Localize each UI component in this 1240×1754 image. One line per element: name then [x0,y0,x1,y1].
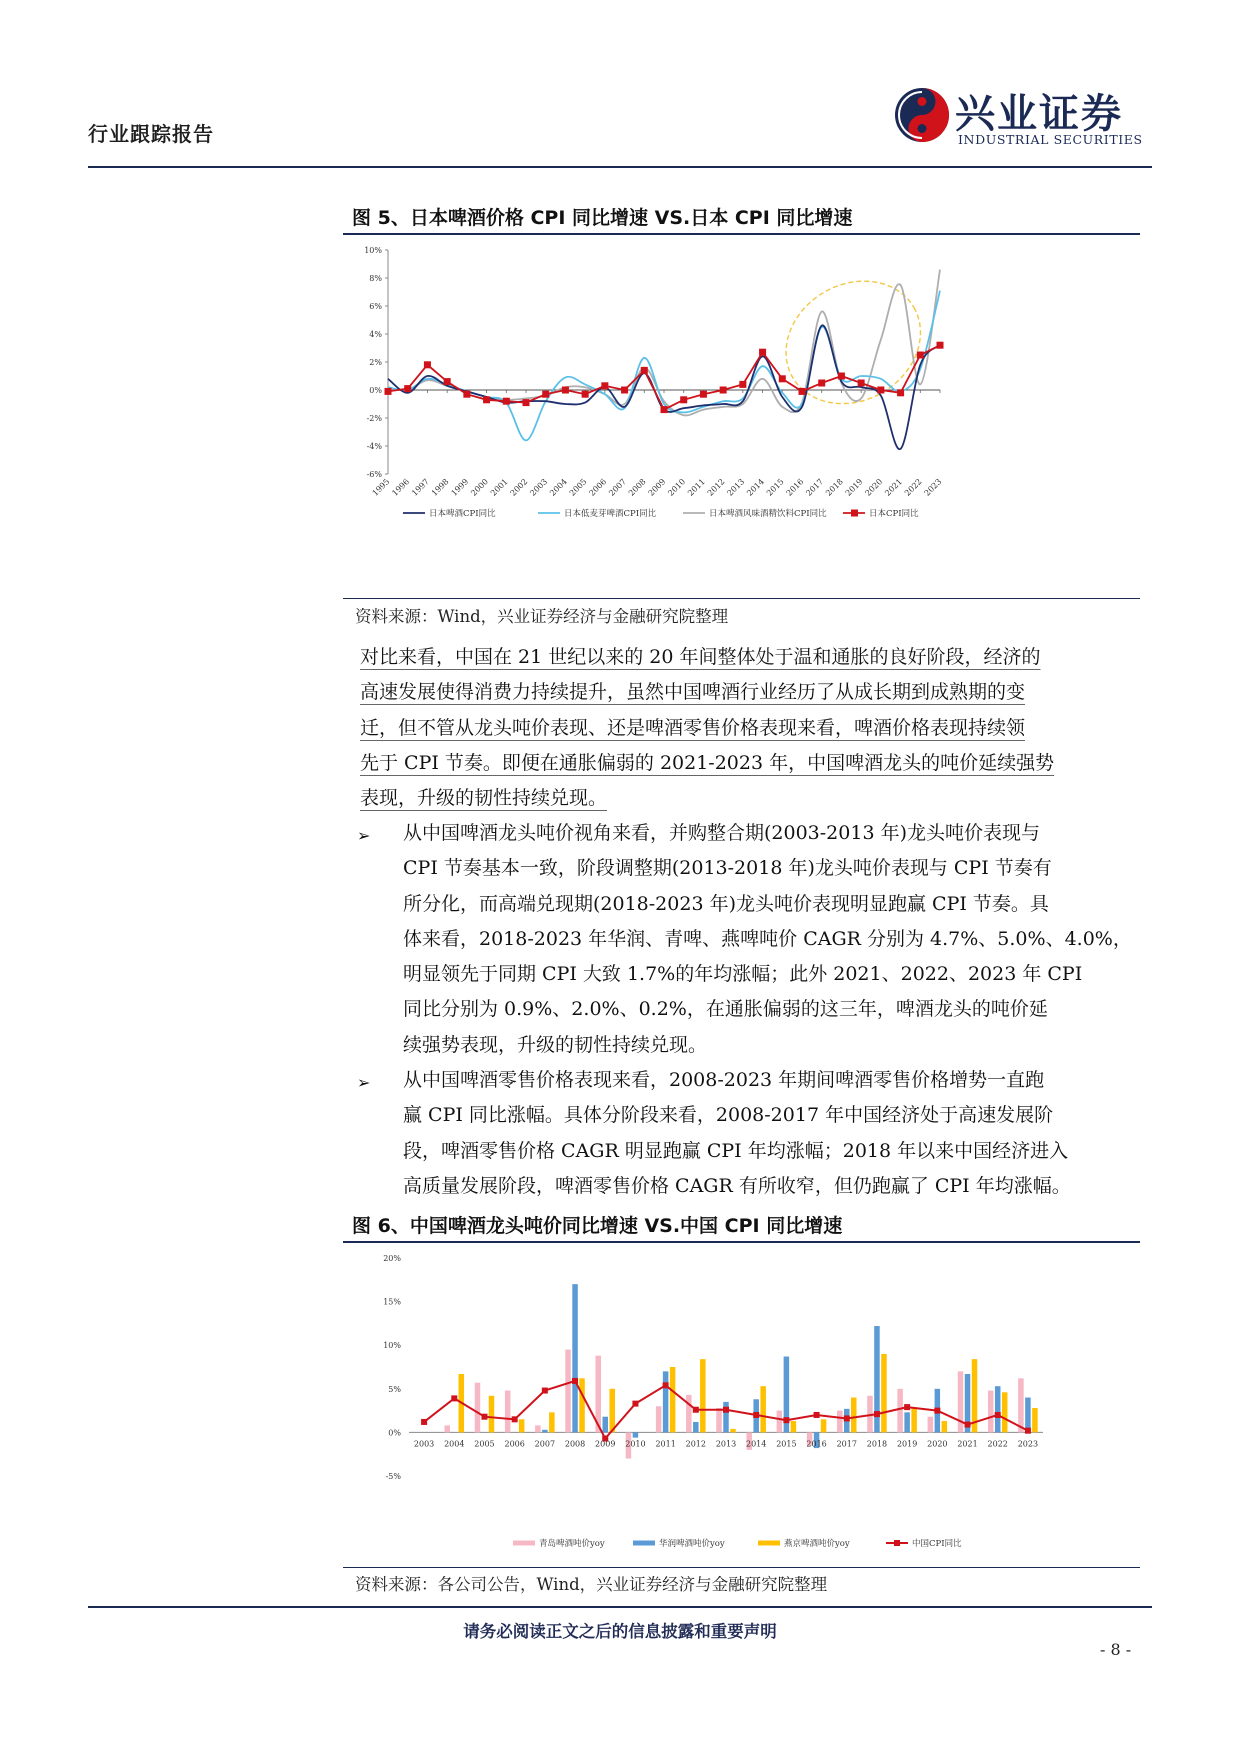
bar [1032,1408,1038,1432]
x-tick-label: 2009 [646,477,668,498]
x-tick-label: 2016 [784,477,806,498]
bar [519,1419,525,1432]
bullet-line: 段，啤酒零售价格 CAGR 明显跑赢 CPI 年均涨幅；2018 年以来中国经济进入 [403,1139,1069,1162]
data-point [700,391,707,398]
data-point [965,1422,971,1428]
legend-marker [851,510,858,517]
data-point [621,387,628,394]
y-tick-label: 10% [364,246,382,255]
bar [445,1425,451,1432]
paragraph-line: 先于 CPI 节奏。即便在通胀偏弱的 2021-2023 年，中国啤酒龙头的吨价延续强势 [360,751,1055,774]
bar [821,1419,827,1432]
x-tick-label: 2023 [1017,1439,1039,1449]
x-tick-label: 2008 [626,477,648,498]
report-type-title: 行业跟踪报告 [88,122,214,146]
y-tick-label: 20% [383,1254,401,1263]
legend-label: 日本低麦芽啤酒CPI同比 [564,509,657,519]
footer-divider [88,1606,1152,1608]
y-tick-label: 6% [369,302,382,311]
y-tick-label: -6% [366,470,382,479]
x-tick-label: 2004 [548,477,569,498]
x-tick-label: 2003 [413,1439,435,1449]
x-tick-label: 2003 [528,477,550,498]
data-point [421,1419,427,1425]
bar [791,1421,797,1432]
bar [904,1412,910,1432]
bar [851,1398,857,1433]
y-tick-label: 15% [383,1297,401,1307]
x-tick-label: 2005 [567,477,589,498]
bar [549,1412,555,1432]
data-point [601,382,608,389]
x-tick-label: 2002 [508,477,530,498]
paragraph-line: 对比来看，中国在 21 世纪以来的 20 年间整体处于温和通胀的良好阶段，经济的 [360,646,1041,668]
bar [565,1350,571,1433]
data-point [572,1378,578,1384]
x-tick-label: 2015 [764,477,786,498]
x-tick-label: 1995 [370,477,392,498]
legend-label: 华润啤酒吨价yoy [659,1539,725,1549]
x-tick-label: 2022 [902,477,924,498]
figure6-chart [343,1246,1140,1564]
x-tick-label: 2017 [836,1439,857,1449]
bar [942,1421,948,1432]
bullet-line: 续强势表现，升级的韧性持续兑现。 [403,1033,708,1056]
x-tick-label: 1997 [410,477,431,498]
bullet-arrow-icon: ➢ [357,826,371,845]
data-point [1025,1428,1031,1434]
data-point [661,406,668,413]
legend-label: 中国CPI同比 [912,1539,962,1549]
x-tick-label: 2000 [469,477,490,498]
header-divider [88,166,1152,168]
data-point [818,380,825,387]
bar [1002,1392,1008,1432]
y-tick-label: -4% [366,442,382,451]
figure6-top-rule [343,1241,1140,1243]
legend-swatch [633,1541,655,1546]
data-point [481,1414,487,1420]
figure5-bottom-rule [343,598,1140,599]
data-point [542,1388,548,1394]
x-tick-label: 2004 [444,1439,465,1449]
bar [602,1417,608,1433]
data-point [897,389,904,396]
bar [911,1408,917,1432]
data-point [934,1408,940,1414]
data-point [404,385,411,392]
footer-disclaimer: 请务必阅读正文之后的信息披露和重要声明 [463,1622,777,1641]
data-point [693,1407,699,1413]
bar [656,1406,662,1432]
figure5-source: 资料来源：Wind，兴业证券经济与金融研究院整理 [355,607,729,626]
x-tick-label: 2018 [824,477,845,498]
bullet-line: 明显领先于同期 CPI 大致 1.7%的年均涨幅；此外 2021、2022、2023 年 CPI [403,963,1083,986]
paragraph-line: 表现，升级的韧性持续兑现。 [360,787,608,810]
bar [693,1422,699,1432]
data-point [723,1407,729,1413]
y-tick-label: 0% [388,1428,401,1438]
data-point [739,381,746,388]
data-point [904,1404,910,1410]
data-point [444,378,451,385]
bar [475,1383,481,1433]
series-line-0 [388,325,940,449]
bullet-line: 高质量发展阶段，啤酒零售价格 CAGR 有所收窄，但仍跑赢了 CPI 年均涨幅。 [403,1174,1071,1197]
data-point [512,1416,518,1422]
bullet-line: CPI 节奏基本一致，阶段调整期(2013-2018 年)龙头吨价表现与 CPI 节奏有 [403,857,1052,880]
data-point [632,1401,638,1407]
data-point [844,1415,850,1421]
legend-label: 日本啤酒CPI同比 [429,509,496,519]
bar [700,1359,706,1432]
x-tick-label: 2020 [863,477,885,498]
brand-logo-cn: 兴业证券 [955,91,1123,137]
x-tick-label: 2018 [866,1439,888,1449]
x-tick-label: 2008 [564,1439,586,1449]
bullet-line: 从中国啤酒龙头吨价视角来看，并购整合期(2003-2013 年)龙头吨价表现与 [403,822,1040,844]
x-tick-label: 2019 [843,477,865,498]
data-point [424,361,431,368]
data-point [838,373,845,380]
y-tick-label: 5% [388,1384,401,1394]
data-point [995,1412,1001,1418]
series-line-1 [388,291,940,441]
y-tick-label: 10% [383,1341,401,1351]
x-tick-label: 2011 [655,1439,676,1449]
y-tick-label: 8% [369,274,382,283]
bar [670,1367,676,1432]
y-tick-label: 4% [369,330,382,339]
y-tick-label: -2% [366,414,382,423]
bar [542,1430,548,1433]
y-tick-label: -5% [385,1472,401,1481]
data-point [503,398,510,405]
bar [928,1417,934,1433]
bullet-line: 体来看，2018-2023 年华润、青啤、燕啤吨价 CAGR 分别为 4.7%、5.0%、4.0%， [403,927,1132,950]
x-tick-label: 2006 [587,477,609,498]
data-point [917,352,924,359]
data-point [680,396,687,403]
bullet-arrow-icon: ➢ [357,1073,371,1092]
bullet-2 [403,1063,1135,1204]
data-point [759,349,766,356]
x-tick-label: 1996 [390,477,412,498]
bar [633,1432,639,1437]
bar [837,1411,843,1433]
figure6-source: 资料来源：各公司公告，Wind，兴业证券经济与金融研究院整理 [355,1575,828,1594]
bar [609,1389,615,1433]
x-tick-label: 2021 [883,477,904,498]
bullet-line: 所分化，而高端兑现期(2018-2023 年)龙头吨价表现明显跑赢 CPI 节奏。具 [403,892,1049,915]
x-tick-label: 2019 [896,1439,918,1449]
data-point [523,399,530,406]
bar [663,1371,669,1432]
data-point [720,387,727,394]
bar [777,1411,783,1433]
x-tick-label: 1999 [449,477,471,498]
y-tick-label: 2% [369,358,382,367]
data-point [814,1412,820,1418]
x-tick-label: 2015 [776,1439,797,1449]
data-point [877,387,884,394]
bullet-1 [403,816,1135,1063]
data-point [858,380,865,387]
data-point [783,1417,789,1423]
x-tick-label: 2023 [922,477,944,498]
x-tick-label: 2007 [607,477,628,498]
legend-swatch [758,1541,780,1546]
data-point [385,388,392,395]
figure5-chart [343,238,1140,586]
bar [897,1389,903,1433]
x-tick-label: 2010 [666,477,688,498]
x-tick-label: 2016 [806,1439,827,1449]
data-point [663,1382,669,1388]
x-tick-label: 2012 [685,1439,706,1449]
x-tick-label: 2022 [987,1439,1008,1449]
figure6-title: 图 6、中国啤酒龙头吨价同比增速 VS.中国 CPI 同比增速 [352,1215,843,1237]
bar [760,1386,766,1432]
data-point [542,391,549,398]
bullet-line: 从中国啤酒零售价格表现来看，2008-2023 年期间啤酒零售价格增势一直跑 [403,1069,1045,1091]
paragraph-line: 迁，但不管从龙头吨价表现、还是啤酒零售价格表现来看，啤酒价格表现持续领 [360,716,1026,739]
legend-label: 日本啤酒风味酒精饮料CPI同比 [709,509,827,519]
x-tick-label: 2020 [927,1439,948,1449]
x-tick-label: 2001 [488,477,510,498]
legend-swatch [513,1541,535,1546]
legend-marker [894,1540,900,1546]
x-tick-label: 2013 [715,1439,737,1449]
x-tick-label: 2011 [686,477,707,498]
data-point [641,367,648,374]
data-point [562,387,569,394]
bar [535,1425,541,1432]
data-point [483,396,490,403]
data-point [874,1411,880,1417]
x-tick-label: 2006 [504,1439,525,1449]
y-tick-label: 0% [369,386,382,395]
x-tick-label: 2010 [625,1439,646,1449]
x-tick-label: 2014 [746,1439,767,1449]
x-tick-label: 1998 [429,477,451,498]
x-tick-label: 2007 [534,1439,556,1449]
figure5-top-rule [343,233,1140,235]
legend-label: 青岛啤酒吨价yoy [539,1539,605,1549]
data-point [582,391,589,398]
figure5-title: 图 5、日本啤酒价格 CPI 同比增速 VS.日本 CPI 同比增速 [352,207,853,229]
bar [881,1354,887,1432]
bar [730,1429,736,1432]
bar [489,1396,495,1433]
body-paragraph [360,640,1135,816]
bar [716,1408,722,1432]
data-point [753,1412,759,1418]
bar [988,1391,994,1433]
bar [505,1391,511,1433]
data-point [779,375,786,382]
x-tick-label: 2009 [595,1439,616,1449]
bar [1018,1378,1024,1432]
legend-label: 燕京啤酒吨价yoy [784,1539,850,1549]
legend-label: 日本CPI同比 [869,509,919,519]
bar [572,1284,578,1432]
bar [723,1402,729,1433]
x-tick-label: 2005 [474,1439,495,1449]
x-tick-label: 2013 [725,477,747,498]
bar [995,1386,1001,1432]
data-point [463,391,470,398]
data-point [937,342,944,349]
bar [686,1395,692,1432]
paragraph-line: 高速发展使得消费力持续提升，虽然中国啤酒行业经历了从成长期到成熟期的变 [360,681,1026,704]
x-tick-label: 2014 [745,477,766,498]
series-line-2 [388,270,940,416]
x-tick-label: 2012 [705,477,727,498]
data-point [799,388,806,395]
bar [1025,1398,1031,1433]
page-number: - 8 - [1100,1640,1132,1659]
data-point [451,1395,457,1401]
bullet-line: 赢 CPI 同比涨幅。具体分阶段来看，2008-2017 年中国经济处于高速发展阶 [403,1104,1054,1127]
bar [579,1378,585,1432]
x-tick-label: 2021 [957,1439,978,1449]
figure6-bottom-rule [343,1567,1140,1568]
brand-logo-en: INDUSTRIAL SECURITIES [958,132,1143,147]
bullet-line: 同比分别为 0.9%、2.0%、0.2%，在通胀偏弱的这三年，啤酒龙头的吨价延 [403,998,1048,1021]
x-tick-label: 2017 [804,477,826,498]
brand-logo-icon [893,86,951,144]
